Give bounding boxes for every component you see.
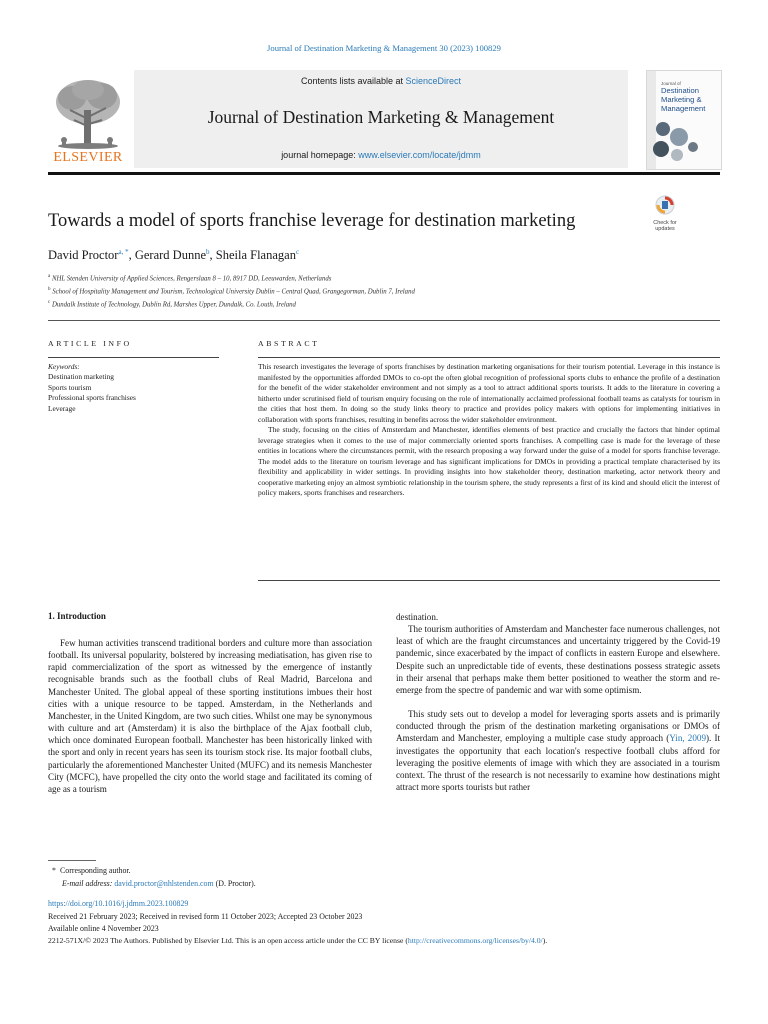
email-label: E-mail address: <box>62 879 113 888</box>
author-list <box>48 248 299 263</box>
email-note <box>48 879 728 890</box>
header-divider <box>48 320 720 321</box>
body-paragraph: This study sets out to develop a model for leveraging sports assets and is primarily conducted through the prism of the destination marketing organisations or DMOs of Amsterdam and Manchester, employing a multiple case study approach (Yin, 2009). It investigates the opportunity that each location's respective football clubs afford for leveraging the positive elements of image with which they are associated in a tourism context. The thrust of the research is not necessarily to examine how destinations might attract more sports tourists but rather <box>396 709 721 793</box>
author-name[interactable]: Sheila Flanagan <box>215 248 296 263</box>
body-column-left <box>48 637 372 795</box>
keywords-label: Keywords: <box>48 362 80 371</box>
cover-graphic-icon <box>649 117 719 167</box>
section-heading-introduction: 1. Introduction <box>48 611 106 621</box>
cover-title: Journal of Destination Marketing & Management <box>661 81 706 113</box>
body-paragraph: Few human activities transcend traditional borders and culture more than association football. Its universal popularity, bolstered by increasing mediatisation, has given rise to rapid commercialization of the sport as witnessed by the emergence of instantly recognisable brands such as the football clubs of Real Madrid, Barcelona and Manchester United. The global appeal of these sporting institutions imbues their host cities with a unique resource to be tapped. Amsterdam, in the Netherlands and Manchester, in the United Kingdom, are two such cities. Whilst one may be synonymous with culture and art (Amsterdam) it is also the birthplace of the Ajax football club, which once dominated European football. Manchester has been historically linked with the sport and only in recent years has seen its tourism stock rise. Its major football clubs, particularly the aforementioned Manchester United (MUFC) and its nemesis Manchester City (MCFC), have propelled the city onto the world stage and facilitated its coming of age as a tourism <box>48 638 372 794</box>
body-column-right <box>396 611 720 793</box>
check-for-updates-badge[interactable] <box>646 195 684 231</box>
license-line <box>48 936 728 947</box>
sciencedirect-link[interactable]: ScienceDirect <box>405 76 462 86</box>
abstract-text <box>258 362 720 499</box>
journal-title: Journal of Destination Marketing & Management <box>207 107 555 127</box>
homepage-line <box>134 150 628 160</box>
homepage-link[interactable]: www.elsevier.com/locate/jdmm <box>358 150 481 160</box>
online-date: Available online 4 November 2023 <box>48 924 159 933</box>
doi-text[interactable]: https://doi.org/10.1016/j.jdmm.2023.100829 <box>48 899 189 908</box>
contents-prefix: Contents lists available at <box>300 76 406 86</box>
corresponding-author-note <box>48 866 728 877</box>
affiliation-list <box>48 272 720 310</box>
keyword-item: Professional sports franchises <box>48 393 136 403</box>
abstract-paragraph: The study, focusing on the cities of Amsterdam and Manchester, identifies elements of best practice and crucially the factors that hinder optimal leverage strategies when it comes to the use of major commercially oriented sports franchises. A compelling case is made for the leverage of these entities in locations where the circumstances permit, with the research proposing a way forward under the guise of a model for sports franchise leverage. The model adds to the literature on tourism leverage and has significant implications for DMOs in providing a practical template characterised by its flexibility and applicability in wider settings. In providing insights into how stakeholder theory, destination marketing, actor network theory and cooperative marketing enjoy an almost symbiotic relationship in the tourism sphere, the study represents a first of its kind and should elicit the interest of policy makers, sports franchises and researchers. <box>258 425 720 497</box>
license-link[interactable]: http://creativecommons.org/licenses/by/4.0/ <box>407 936 543 945</box>
author-name[interactable]: Gerard Dunne <box>134 248 206 263</box>
license-prefix: 2212-571X/© 2023 The Authors. Published by Elsevier Ltd. This is an open access article under the CC BY license ( <box>48 936 408 945</box>
affiliation-item: $^a$ NHL Stenden University of Applied Sciences, Rengerslaan 8 – 10, 8917 DD, Leeuwarden, Netherlands <box>48 274 332 283</box>
masthead <box>48 70 720 170</box>
journal-cover-thumbnail[interactable] <box>646 70 722 170</box>
abstract-paragraph: This research investigates the leverage of sports franchises by destination marketing organisations for their tourism potential. Leverage in this instance is manifested by the opportunities afforded DMOs to co-opt the often global recognition of professional sports clubs to enhance the profile of a destination for the benefit of the wider stakeholder environment and not simply as a tool to attract additional sports tourists. It adds to the literature in covering a hitherto under scrutinised field of tourism enquiry focusing on the role of internationally acclaimed professional football teams as catalysts for tourism in the cities that host them. In doing so the study links theory to practice and provides policy makers with options for implementing initiatives in collaboration with sports franchises, resulting in benefits across the wider stakeholder environment. <box>258 362 720 424</box>
keywords-block <box>48 362 219 414</box>
affiliation-item: $^b$ School of Hospitality Management and Tourism, Technological University Dublin – Central Quad, Grangegorman, Dublin 7, Ireland <box>48 286 415 296</box>
abstract-bottom-rule <box>258 580 720 581</box>
email-suffix: (D. Proctor). <box>215 879 256 888</box>
check-for-updates-icon <box>654 195 676 215</box>
article-info-rule <box>48 357 219 358</box>
citation-link[interactable]: Yin, 2009 <box>669 733 706 744</box>
article-info-heading: ARTICLE INFO <box>48 339 132 348</box>
publisher-wordmark: ELSEVIER <box>53 150 123 165</box>
received-dates: Received 21 February 2023; Received in revised form 11 October 2023; Accepted 23 October 2023 <box>48 912 363 921</box>
doi-link[interactable] <box>48 899 728 910</box>
footnote-rule <box>48 860 96 861</box>
footnote-text: Corresponding author. <box>60 866 131 875</box>
email-link[interactable]: david.proctor@nhlstenden.com <box>114 879 214 888</box>
license-suffix: ). <box>542 936 548 945</box>
author-separator: , <box>128 248 135 263</box>
abstract-heading: ABSTRACT <box>258 339 320 348</box>
author-affiliation-marker[interactable]: b <box>206 248 210 256</box>
contents-line <box>134 76 628 86</box>
check-updates-label: Check for updates <box>653 220 677 232</box>
author-separator: , <box>209 248 216 263</box>
article-title: Towards a model of sports franchise leverage for destination marketing <box>48 211 576 231</box>
masthead-rule <box>48 172 720 175</box>
footnote-marker: * <box>52 866 56 875</box>
affiliation-item: $^c$ Dundalk Institute of Technology, Dublin Rd, Marshes Upper, Dundalk, Co. Louth, Ireland <box>48 299 296 308</box>
author-affiliation-marker[interactable]: c <box>295 248 300 256</box>
author-name[interactable]: David Proctor <box>48 248 119 263</box>
homepage-prefix: journal homepage: <box>281 150 359 160</box>
abstract-top-rule <box>258 357 720 358</box>
body-paragraph-continued: destination. <box>396 612 439 622</box>
keyword-item: Leverage <box>48 403 76 413</box>
body-paragraph: The tourism authorities of Amsterdam and Manchester face numerous challenges, not least of which are the fraught circumstances and uncertainty triggered by the Covid-19 pandemic, since exacerbated by the impact of conflicts in eastern Europe and elsewhere. Despite such an unpredictable tide of events, these destinations possess strategic assets in their arsenal that perhaps make them better positioned to weather the storm and re-emerge from the spectre of pandemic and war with some optimism. <box>396 624 720 695</box>
keyword-item: Destination marketing <box>48 372 114 382</box>
running-header[interactable]: Journal of Destination Marketing & Management 30 (2023) 100829 <box>267 43 501 53</box>
keyword-item: Sports tourism <box>48 382 92 392</box>
author-affiliation-marker[interactable]: a, * <box>118 248 129 256</box>
